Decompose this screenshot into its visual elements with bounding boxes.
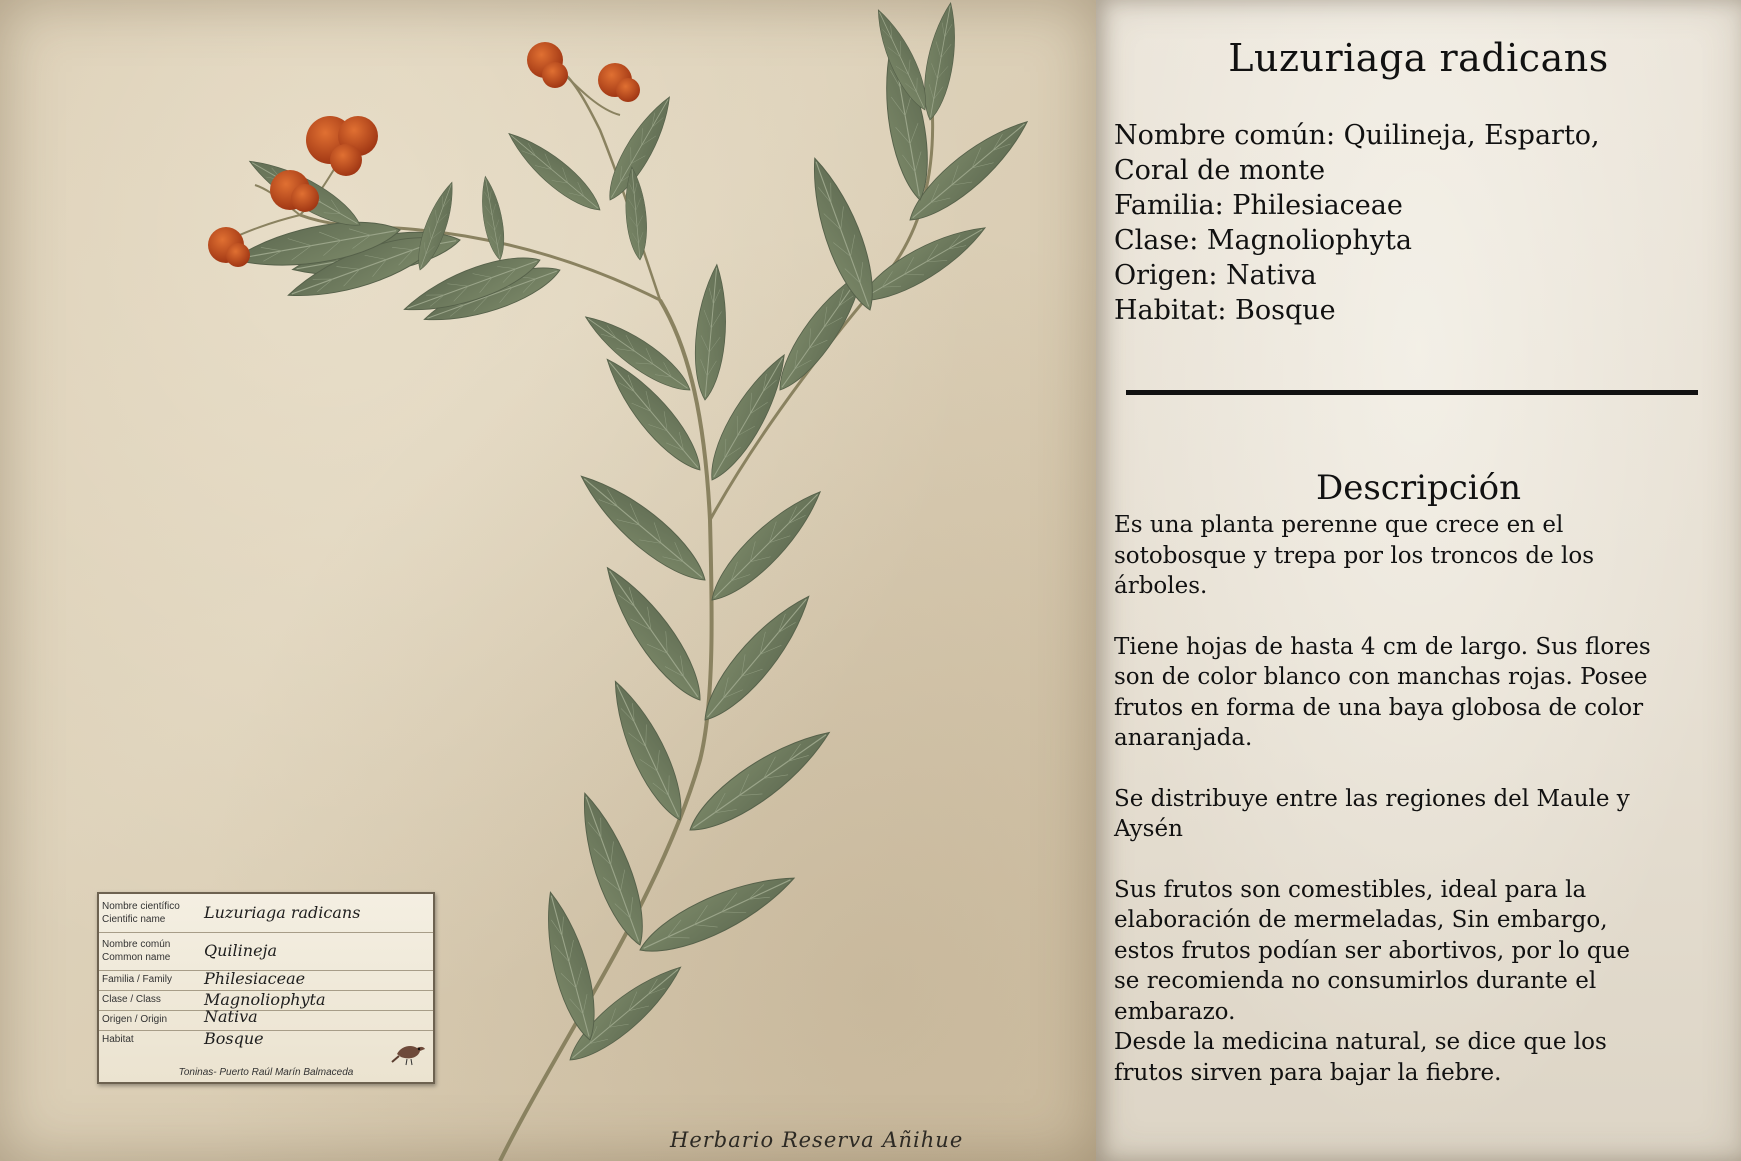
- label-row: [99, 1007, 433, 1031]
- info-panel: [1096, 0, 1741, 1161]
- herbarium-signature: Herbario Reserva Añihue: [670, 1128, 964, 1152]
- fact-line: Familia: Philesiaceae: [1114, 190, 1403, 221]
- description-paragraph: Se distribuye entre las regiones del Maule y Aysén: [1114, 785, 1630, 842]
- description-body: [1114, 510, 1739, 1088]
- label-value: Bosque: [204, 1029, 264, 1048]
- label-key: Familia / Family: [102, 974, 173, 985]
- divider: [1126, 390, 1698, 395]
- label-key: Origen / Origin: [102, 1014, 168, 1025]
- label-value: Nativa: [204, 1007, 258, 1026]
- label-value: Quilineja: [204, 941, 278, 960]
- label-key: Nombre común Common name: [102, 939, 171, 963]
- description-heading: Descripción: [1315, 468, 1522, 508]
- label-row: [99, 1030, 433, 1052]
- fact-line: Coral de monte: [1114, 155, 1326, 186]
- fact-line: Origen: Nativa: [1114, 260, 1317, 291]
- description-paragraph: Sus frutos son comestibles, ideal para la elaboración de mermeladas, Sin embargo, estos frutos podían ser abortivos, por lo que se recomienda no consumirlos durante el embarazo. Desde la medicina natural, se dice que los frutos sirven para bajar la fiebre.: [1114, 876, 1631, 1086]
- label-key: Habitat: [102, 1034, 134, 1045]
- description-paragraph: Es una planta perenne que crece en el sotobosque y trepa por los troncos de los árboles.: [1114, 512, 1595, 599]
- fact-line: Nombre común: Quilineja, Esparto,: [1114, 120, 1600, 151]
- label-row: [99, 990, 433, 1011]
- species-facts: [1114, 118, 1734, 328]
- label-key: Nombre científico Cientific name: [102, 901, 180, 925]
- fact-line: Clase: Magnoliophyta: [1114, 225, 1412, 256]
- label-row: [99, 932, 433, 971]
- bird-icon: [391, 1036, 427, 1066]
- label-value: Magnoliophyta: [204, 990, 326, 1009]
- label-key: Clase / Class: [102, 994, 161, 1005]
- label-value: Luzuriaga radicans: [204, 903, 361, 922]
- specimen-label-card: [97, 892, 435, 1084]
- fact-line: Habitat: Bosque: [1114, 295, 1336, 326]
- label-row: [99, 970, 433, 991]
- label-row: [99, 894, 433, 933]
- label-footer: Toninas- Puerto Raúl Marín Balmaceda: [178, 1067, 354, 1078]
- label-value: Philesiaceae: [204, 969, 306, 988]
- species-title: Luzuriaga radicans: [1228, 36, 1609, 80]
- description-paragraph: Tiene hojas de hasta 4 cm de largo. Sus flores son de color blanco con manchas rojas. Posee frutos en forma de una baya globosa de color anaranjada.: [1114, 633, 1651, 751]
